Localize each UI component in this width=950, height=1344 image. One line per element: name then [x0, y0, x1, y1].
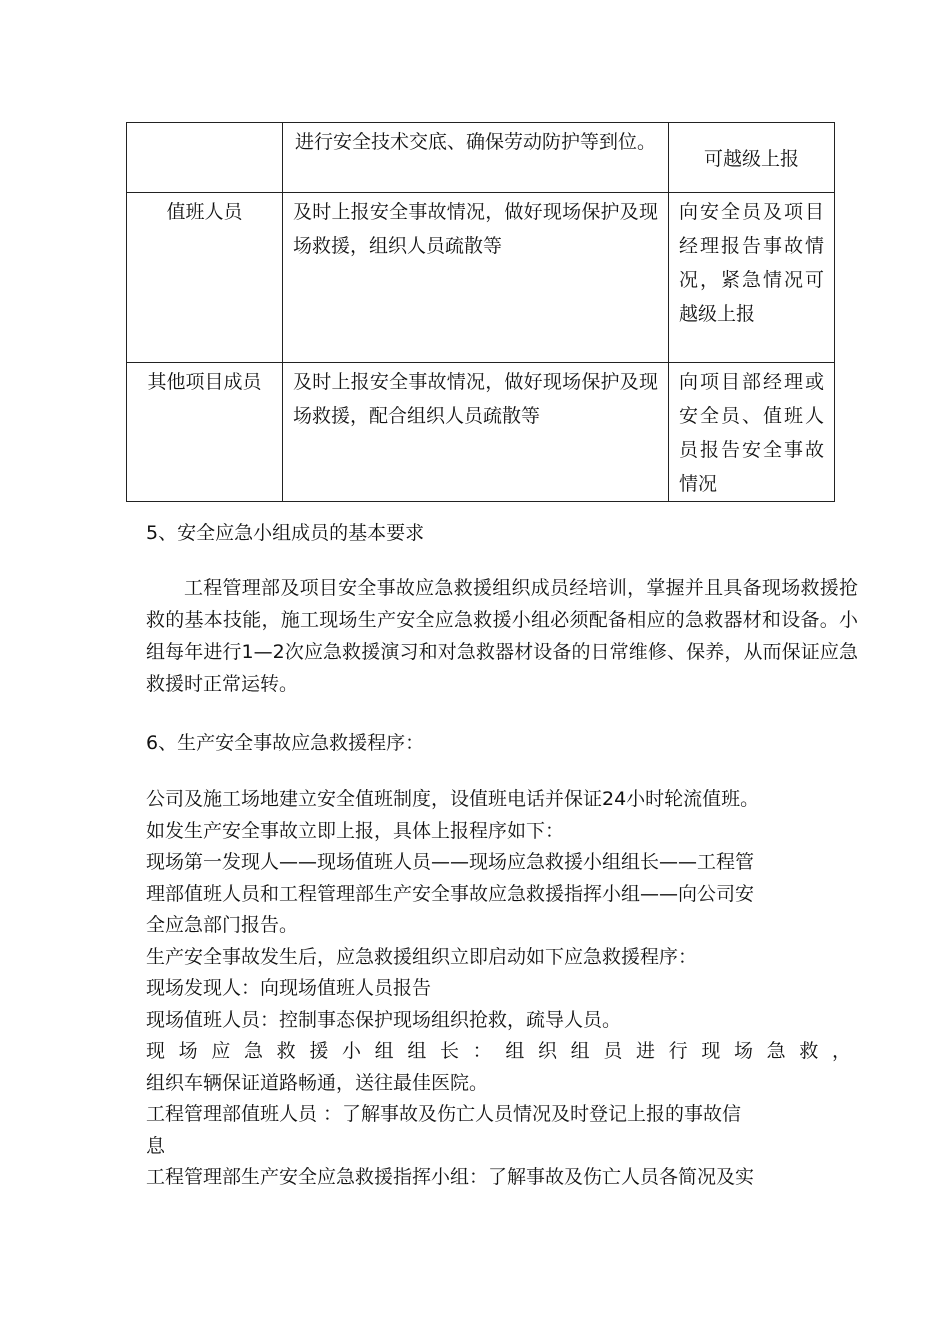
- table-row: [127, 363, 835, 502]
- section-6-body: [146, 784, 858, 1194]
- report-cell: 可越级上报: [669, 123, 835, 193]
- duty-cell: 及时上报安全事故情况，做好现场保护及现场救援，组织人员疏散等: [283, 193, 669, 363]
- body-line: 理部值班人员和工程管理部生产安全事故应急救援指挥小组——向公司安: [146, 882, 755, 905]
- body-line: 工程管理部值班人员 ：了解事故及伤亡人员情况及时登记上报的事故信: [146, 1103, 742, 1125]
- body-line: 现场第一发现人——现场值班人员——现场应急救援小组组长——工程管: [146, 851, 755, 873]
- body-line: 工程管理部生产安全应急救援指挥小组：了解事故及伤亡人员各简况及实: [146, 1166, 755, 1188]
- body-line: 生产安全事故发生后，应急救援组织立即启动如下应急救援程序：: [146, 945, 698, 968]
- section-6-heading: 6、生产安全事故应急救援程序：: [146, 732, 425, 754]
- duty-cell: 进行安全技术交底、确保劳动防护等到位。: [283, 123, 669, 193]
- role-cell: 值班人员: [127, 193, 283, 363]
- responsibility-table: [126, 122, 835, 502]
- body-line: 组织车辆保证道路畅通，送往最佳医院。: [146, 1071, 489, 1094]
- section-5-body: 工程管理部及项目安全事故应急救援组织成员经培训，掌握并且具备现场救援抢救的基本技能，施工现场生产安全应急救援小组必须配备相应的急救器材和设备。小组每年进行1—2次应急救援演习和对急救器材设备的日常维修、保养，从而保证应急救援时正常运转。: [146, 577, 858, 695]
- report-cell: 向项目部经理或安全员、值班人员报告安全事故情况: [669, 363, 835, 502]
- section-5-heading: 5、安全应急小组成员的基本要求: [146, 522, 425, 544]
- role-cell: 其他项目成员: [127, 363, 283, 502]
- table-row: [127, 123, 835, 193]
- duty-cell: 及时上报安全事故情况，做好现场保护及现场救援，配合组织人员疏散等: [283, 363, 669, 502]
- body-line: 全应急部门报告。: [146, 914, 299, 936]
- body-line: 公司及施工场地建立安全值班制度，设值班电话并保证24小时轮流值班。: [146, 788, 760, 810]
- table-row: [127, 193, 835, 363]
- role-cell: [127, 123, 283, 193]
- report-cell: 向安全员及项目经理报告事故情况，紧急情况可越级上报: [669, 193, 835, 363]
- body-line: 现场值班人员：控制事态保护现场组织抢救，疏导人员。: [146, 1008, 622, 1031]
- body-line: 现场应急救援小组组长：组织组员进行现场急救，: [146, 1040, 858, 1062]
- body-line: 息: [146, 1134, 166, 1157]
- body-line: 如发生产安全事故立即上报，具体上报程序如下：: [146, 819, 565, 842]
- body-line: 现场发现人：向现场值班人员报告: [146, 977, 432, 999]
